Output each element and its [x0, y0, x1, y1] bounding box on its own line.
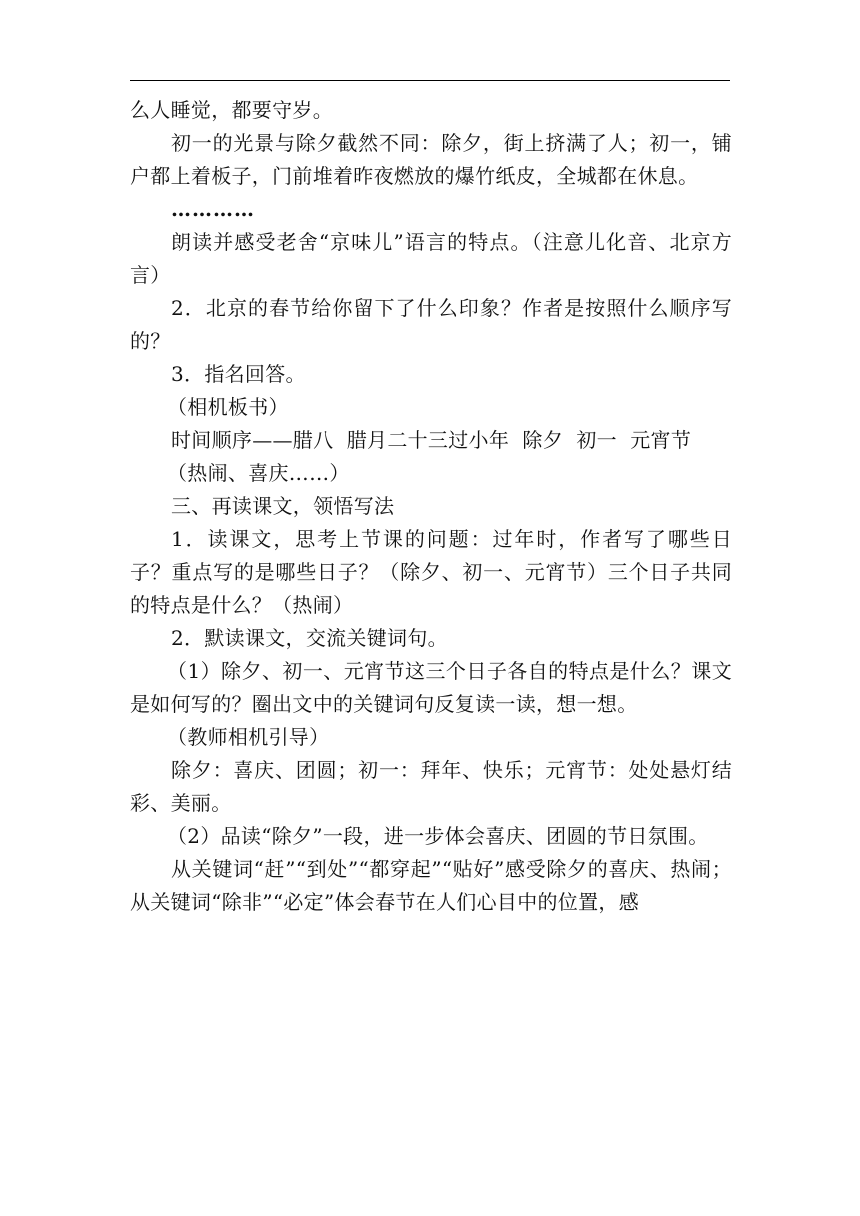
- paragraph-question-2: 2．北京的春节给你留下了什么印象？作者是按照什么顺序写的？: [130, 296, 732, 353]
- paragraph-board-note: （相机板书）: [167, 395, 289, 419]
- paragraph-continuation: 么人睡觉，都要守岁。: [130, 98, 333, 122]
- paragraph-time-order: 时间顺序——腊八 腊月二十三过小年 除夕 初一 元宵节: [171, 428, 692, 452]
- paragraph-keywords: （热闹、喜庆……）: [167, 461, 350, 485]
- paragraph-question-3: 3．指名回答。: [171, 362, 306, 386]
- paragraph-item-2: 2．默读课文，交流关键词句。: [171, 626, 448, 650]
- paragraph-teacher-guide: （教师相机引导）: [167, 725, 330, 749]
- document-body: [130, 94, 732, 919]
- paragraph-features: 除夕：喜庆、团圆；初一：拜年、快乐；元宵节：处处悬灯结彩、美丽。: [130, 758, 732, 815]
- paragraph-item-1: 1．读课文，思考上节课的问题：过年时，作者写了哪些日子？重点写的是哪些日子？（除夕、初一、元宵节）三个日子共同的特点是什么？（热闹）: [130, 527, 732, 617]
- paragraph-keyword-analysis: 从关键词“赶”“到处”“都穿起”“贴好”感受除夕的喜庆、热闹；从关键词“除非”“必定”体会春节在人们心目中的位置，感: [130, 857, 732, 914]
- paragraph-day-one-scene: 初一的光景与除夕截然不同：除夕，街上挤满了人；初一，铺户都上着板子，门前堆着昨夜燃放的爆竹纸皮，全城都在休息。: [130, 131, 732, 188]
- paragraph-sub-1: （1）除夕、初一、元宵节这三个日子各自的特点是什么？课文是如何写的？圈出文中的关键词句反复读一读，想一想。: [130, 659, 732, 716]
- paragraph-read-aloud: 朗读并感受老舍“京味儿”语言的特点。（注意儿化音、北京方言）: [130, 230, 732, 287]
- header-rule: [130, 80, 730, 81]
- section-heading-reread: 三、再读课文，领悟写法: [171, 494, 395, 518]
- paragraph-sub-2: （2）品读“除夕”一段，进一步体会喜庆、团圆的节日氛围。: [167, 824, 709, 848]
- paragraph-ellipsis: …………: [171, 197, 255, 221]
